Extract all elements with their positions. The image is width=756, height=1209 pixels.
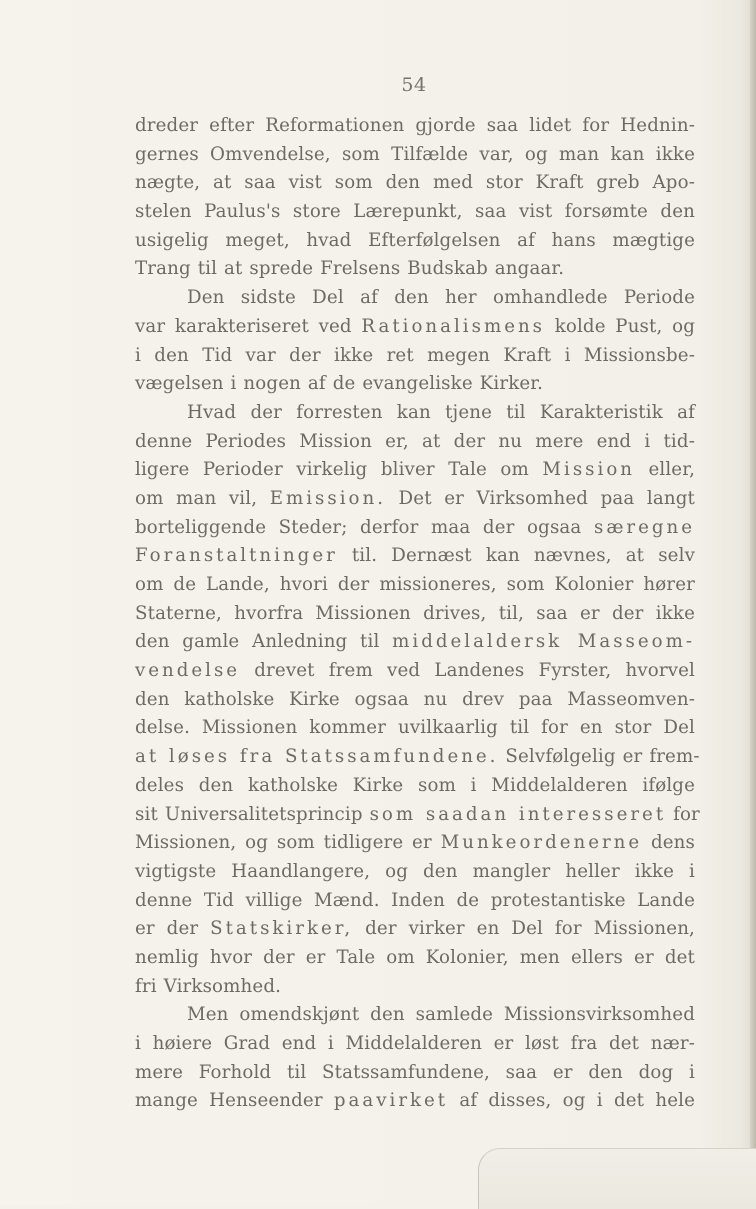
text-segment: Missionen, og som tidligere er <box>135 832 441 854</box>
spaced-emphasis: Emission. <box>269 487 386 509</box>
text-segment: mange Henseender <box>135 1090 334 1112</box>
text-segment: Det er Virksomhed paa langt <box>386 487 695 509</box>
text-line <box>135 973 695 1002</box>
page-number: 54 <box>401 74 427 96</box>
text-segment: kolde Pust, og <box>545 315 695 337</box>
text-line <box>135 456 695 485</box>
text-line <box>135 514 695 543</box>
text-segment: Trang til at sprede Frelsens Budskab angaar. <box>135 258 565 280</box>
text-line <box>135 370 695 399</box>
text-segment: denne Tid villige Mænd. Inden de protestantiske Lande <box>135 889 695 911</box>
text-line <box>135 198 695 227</box>
text-line <box>135 342 695 371</box>
text-line <box>135 858 695 887</box>
text-segment: ligere Perioder virkelig bliver Tale om <box>135 459 543 481</box>
text-line <box>135 227 695 256</box>
spaced-emphasis: Statskirker, <box>210 918 354 940</box>
text-line <box>135 169 695 198</box>
spaced-emphasis: særegne <box>593 516 695 538</box>
text-segment: deles den katholske Kirke som i Middelalderen ifølge <box>135 774 695 796</box>
text-segment: nægte, at saa vist som den med stor Kraft greb Apo- <box>135 172 695 194</box>
text-segment: eller, <box>634 459 695 481</box>
text-segment: i høiere Grad end i Middelalderen er løst fra det nær- <box>135 1033 695 1054</box>
text-line <box>135 628 695 657</box>
body-text <box>135 112 700 1116</box>
text-segment: Selvfølgelig er frem- <box>498 746 700 768</box>
text-segment: usigelig meget, hvad Efterfølgelsen af hans mægtige <box>135 229 695 251</box>
text-segment: stelen Paulus's store Lærepunkt, saa vist forsømte den <box>135 201 695 223</box>
text-segment: den katholske Kirke ogsaa nu drev paa Masseomven- <box>135 688 695 710</box>
text-line <box>135 542 695 571</box>
text-segment: mere Forhold til Statssamfundene, saa er den dog i <box>135 1061 695 1083</box>
text-segment: af disses, og i det hele <box>448 1090 695 1112</box>
text-segment: borteliggende Steder; derfor maa der ogsaa <box>135 516 594 538</box>
spaced-emphasis: Mission <box>542 459 635 481</box>
text-line <box>135 772 695 801</box>
next-page-corner <box>478 1148 756 1209</box>
text-line <box>135 428 695 457</box>
text-line <box>135 657 695 686</box>
spaced-emphasis: Munkeordenerne <box>440 832 643 854</box>
text-line <box>135 1087 695 1116</box>
text-line <box>135 141 695 170</box>
text-line <box>135 485 695 514</box>
text-line <box>135 944 695 973</box>
text-line <box>135 887 695 916</box>
text-segment: dens <box>642 832 696 854</box>
text-segment: Den sidste Del af den her omhandlede Periode <box>187 287 695 309</box>
text-segment: fri Virksomhed. <box>135 975 282 997</box>
spaced-emphasis: at løses fra Statssamfundene. <box>135 746 499 768</box>
spaced-emphasis: som saadan interesseret <box>369 803 667 825</box>
spaced-emphasis: vendelse <box>135 660 241 682</box>
spaced-emphasis: Rationalismens <box>361 315 546 337</box>
text-segment: denne Periodes Mission er, at der nu mere end i tid- <box>135 430 695 452</box>
text-line <box>135 801 700 830</box>
text-line <box>135 1001 695 1030</box>
text-segment: gernes Omvendelse, som Tilfælde var, og man kan ikke <box>135 143 695 165</box>
spaced-emphasis: Foranstaltninger <box>135 545 338 567</box>
text-segment: dreder efter Reformationen gjorde saa lidet for Hednin- <box>135 115 695 136</box>
text-segment: om de Lande, hvori der missioneres, som Kolonier hører <box>135 574 695 595</box>
text-segment: nemlig hvor der er Tale om Kolonier, men ellers er det <box>135 946 695 968</box>
text-segment: vigtigste Haandlangere, og den mangler heller ikke i <box>135 860 695 882</box>
text-segment: var karakteriseret ved <box>135 315 362 337</box>
text-segment: vægelsen i nogen af de evangeliske Kirker. <box>135 373 544 395</box>
page-binding-edge <box>750 0 756 1205</box>
text-segment: i den Tid var der ikke ret megen Kraft i Missionsbe- <box>135 344 695 366</box>
text-segment: Hvad der forresten kan tjene til Karakteristik af <box>187 401 695 423</box>
text-line <box>135 714 695 743</box>
text-line <box>135 915 695 944</box>
text-line <box>135 313 695 342</box>
text-line <box>135 600 695 629</box>
text-segment: Staterne, hvorfra Missionen drives, til, saa er der ikke <box>135 602 695 624</box>
text-line <box>135 1059 695 1088</box>
text-segment: er der <box>135 918 211 940</box>
text-line <box>135 571 695 600</box>
text-line <box>135 399 695 428</box>
text-line <box>135 255 695 284</box>
text-segment: den gamle Anledning til <box>135 631 393 653</box>
text-line <box>135 1030 695 1059</box>
text-segment: sit Universalitetsprincip <box>135 803 370 825</box>
text-line <box>135 743 700 772</box>
text-segment: Men omendskjønt den samlede Missionsvirksomhed <box>187 1004 695 1026</box>
spaced-emphasis: paavirket <box>333 1090 449 1112</box>
text-segment: om man vil, <box>135 487 270 509</box>
text-segment: drevet frem ved Landenes Fyrster, hvorvel <box>240 660 695 682</box>
spaced-emphasis: middelaldersk Masseom- <box>392 631 695 653</box>
text-segment: til. Dernæst kan nævnes, at selv <box>337 545 695 567</box>
text-segment: delse. Missionen kommer uvilkaarlig til for en stor Del <box>135 717 695 739</box>
text-segment: der virker en Del for Missionen, <box>353 918 695 940</box>
text-line <box>135 112 695 141</box>
text-line <box>135 284 695 313</box>
text-line <box>135 829 695 858</box>
text-line <box>135 686 695 715</box>
text-segment: for <box>666 803 700 825</box>
